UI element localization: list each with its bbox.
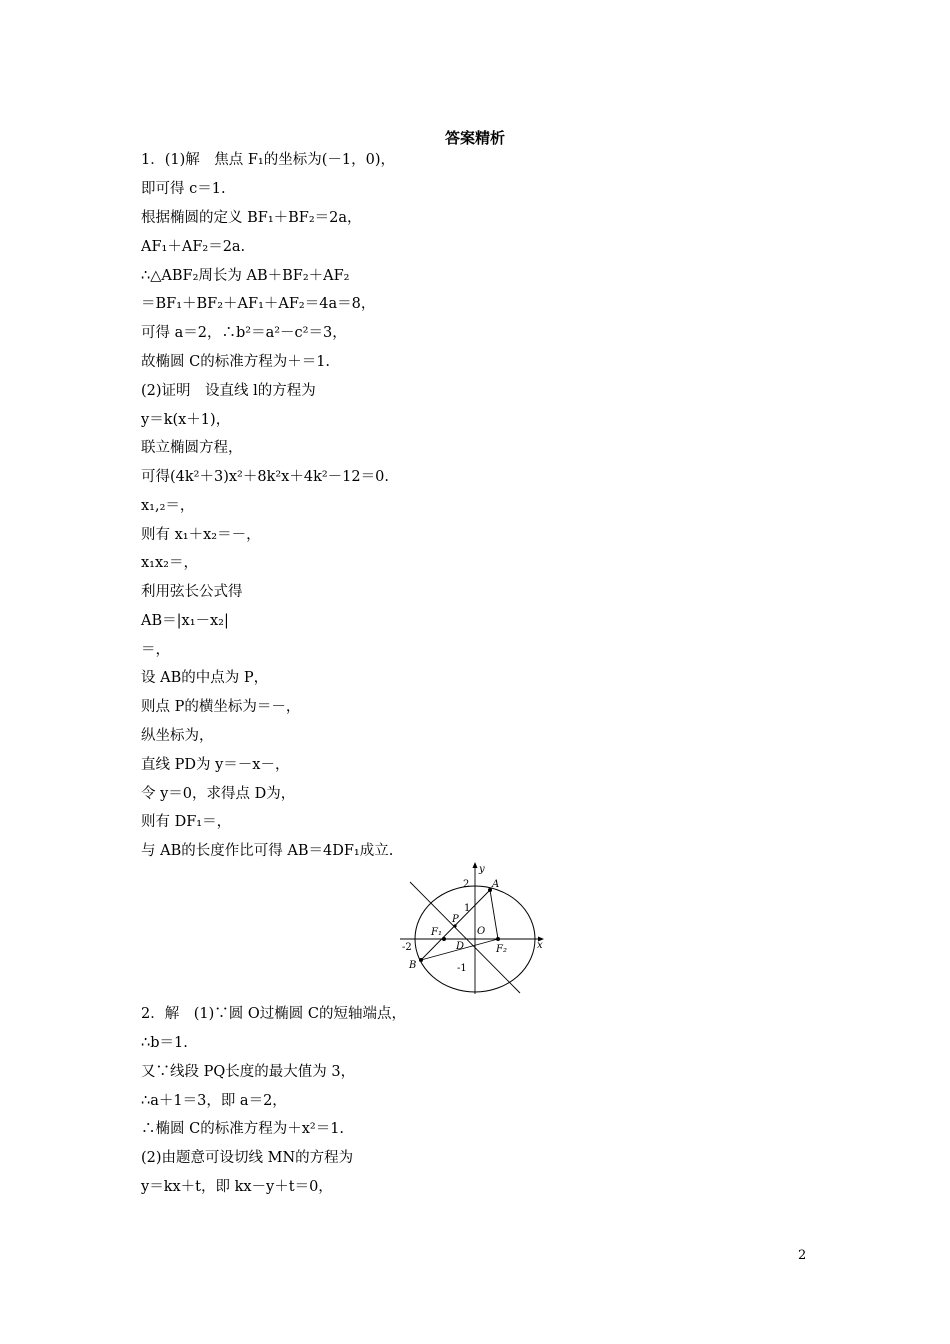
ellipse-figure: [398, 860, 548, 998]
text-line: 根据椭圆的定义 BF₁＋BF₂＝2a，: [141, 210, 362, 226]
ellipse-diagram: [398, 860, 548, 998]
tick-y-1: 1: [464, 903, 471, 914]
text-line: 与 AB的长度作比可得 AB＝4DF₁成立.: [141, 843, 394, 859]
label-f1: F₁: [431, 927, 442, 938]
point-f2: [496, 937, 500, 941]
section-title: 答案精析: [444, 129, 505, 147]
text-line: 即可得 c＝1.: [141, 181, 226, 197]
label-y-axis: y: [479, 864, 485, 875]
text-line: 可得 a＝2，∴b²＝a²－c²＝3，: [141, 325, 347, 341]
text-line: ∴椭圆 C的标准方程为＋x²＝1.: [141, 1121, 345, 1137]
text-line: y＝k(x＋1)，: [141, 412, 231, 428]
line-l: [410, 882, 520, 993]
point-b: [419, 958, 423, 962]
text-line: 令 y＝0，求得点 D为，: [141, 786, 296, 802]
point-f1: [442, 937, 446, 941]
text-line: 则有 DF₁＝，: [141, 814, 232, 830]
text-line: 可得(4k²＋3)x²＋8k²x＋4k²－12＝0.: [141, 469, 389, 485]
text-line: ＝，: [141, 642, 170, 658]
label-a: A: [492, 879, 500, 890]
text-line: 故椭圆 C的标准方程为＋＝1.: [141, 354, 331, 370]
tick-y-neg1: -1: [457, 963, 467, 974]
text-line: y＝kx＋t，即 kx－y＋t＝0，: [141, 1179, 333, 1195]
text-line: AF₁＋AF₂＝2a.: [141, 239, 246, 255]
y-axis-arrow: [473, 862, 478, 868]
tick-y-2: 2: [463, 879, 470, 890]
text-line: 联立椭圆方程，: [141, 440, 243, 456]
text-line: 则有 x₁＋x₂＝－，: [141, 527, 261, 543]
text-line: 纵坐标为，: [141, 728, 214, 744]
text-line: ＝BF₁＋BF₂＋AF₁＋AF₂＝4a＝8，: [141, 296, 376, 312]
label-o: O: [477, 926, 486, 937]
text-line: 又∵线段 PQ长度的最大值为 3，: [141, 1064, 356, 1080]
text-line: x₁,₂＝，: [141, 498, 195, 514]
segment-af2: [490, 890, 498, 939]
text-line: AB＝|x₁－x₂|: [141, 613, 229, 629]
label-x-axis: x: [537, 940, 543, 951]
text-line: ∴b＝1.: [141, 1035, 188, 1051]
text-line: 则点 P的横坐标为＝－，: [141, 699, 301, 715]
text-line: 利用弦长公式得: [141, 584, 243, 600]
text-line: 1．(1)解 焦点 F₁的坐标为(－1，0)，: [141, 152, 396, 168]
text-line: x₁x₂＝，: [141, 555, 198, 571]
text-line: ∴△ABF₂周长为 AB＋BF₂＋AF₂: [141, 268, 350, 284]
text-line: (2)由题意可设切线 MN的方程为: [141, 1150, 354, 1166]
label-d: D: [456, 941, 465, 952]
text-line: 直线 PD为 y＝－x－，: [141, 757, 290, 773]
label-b: B: [409, 960, 417, 971]
text-line: 2．解 (1)∵圆 O过椭圆 C的短轴端点，: [141, 1006, 406, 1022]
page-number: 2: [798, 1248, 807, 1263]
tick-x-neg2: -2: [402, 942, 412, 953]
label-p: P: [452, 914, 459, 925]
label-f2: F₂: [496, 944, 507, 955]
text-line: 设 AB的中点为 P，: [141, 670, 269, 686]
text-line: ∴a＋1＝3，即 a＝2，: [141, 1093, 287, 1109]
text-line: (2)证明 设直线 l的方程为: [141, 383, 316, 399]
